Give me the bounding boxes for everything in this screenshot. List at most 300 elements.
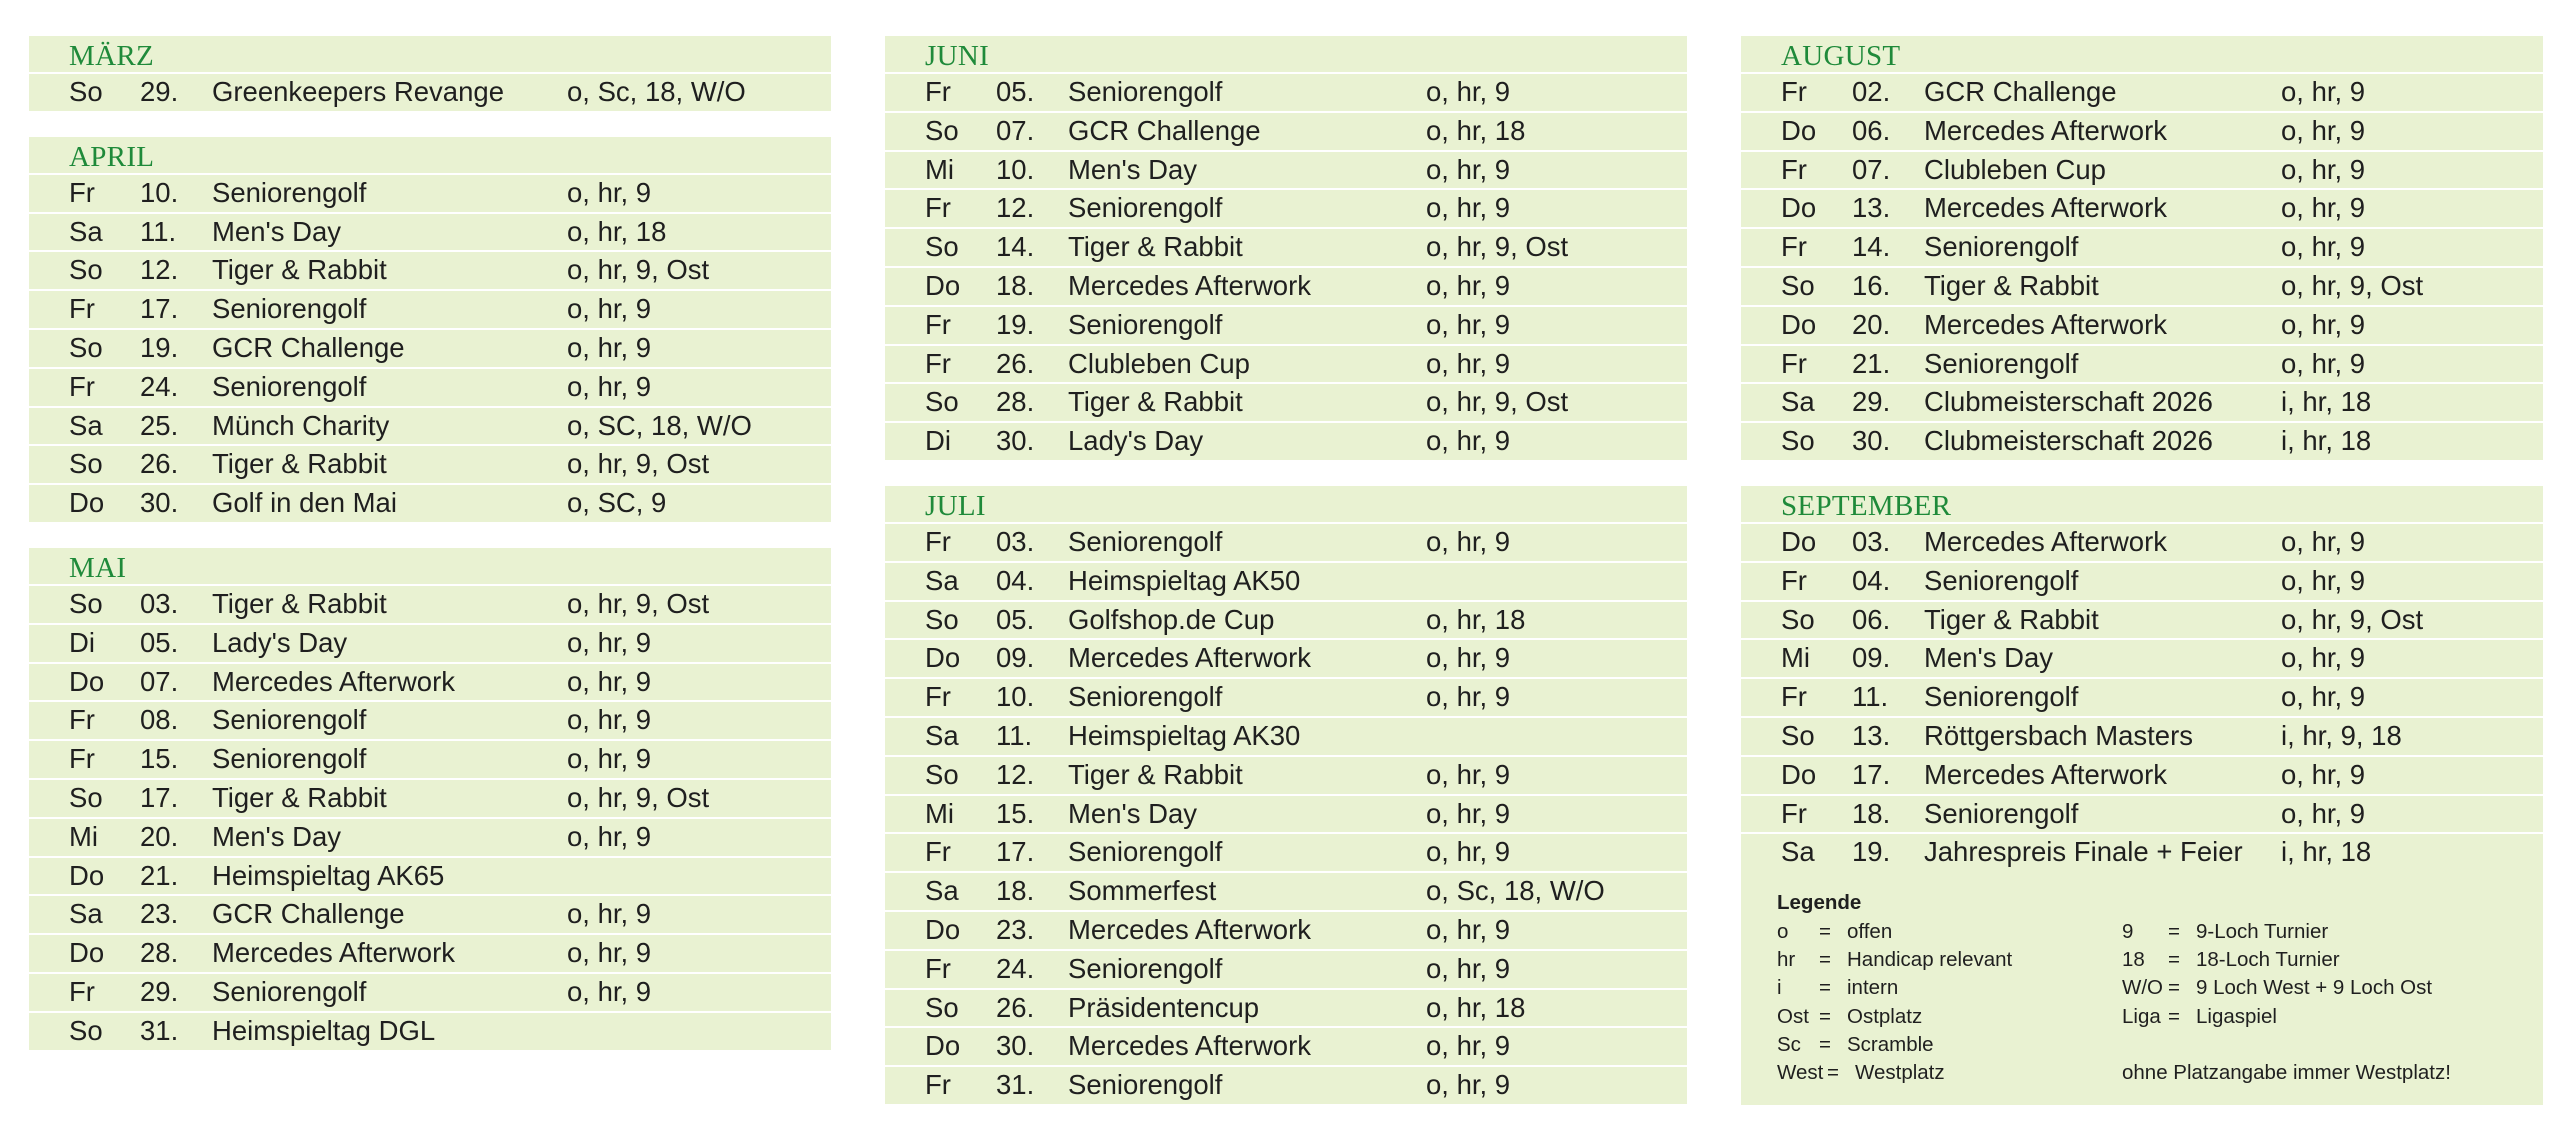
event-date: 31. (996, 1069, 1035, 1101)
legend-key: hr (1777, 948, 1796, 971)
event-name: Mercedes Afterwork (1924, 308, 2168, 340)
event-weekday: Do (1781, 308, 1817, 340)
event-weekday: So (1781, 269, 1815, 301)
event-date: 30. (996, 425, 1035, 457)
event-row (885, 794, 1687, 833)
month-title: APRIL (69, 140, 155, 173)
event-weekday: Fr (1781, 153, 1807, 185)
event-date: 02. (1852, 76, 1891, 107)
event-date: 28. (140, 937, 179, 969)
legend-equals: = (1819, 1005, 1831, 1028)
event-row (1741, 382, 2543, 421)
legend-value: 18-Loch Turnier (2196, 948, 2340, 971)
event-weekday: So (925, 991, 959, 1023)
event-row (885, 1026, 1687, 1065)
event-row (885, 344, 1687, 383)
legend-equals: = (2168, 976, 2180, 999)
event-date: 16. (1852, 269, 1891, 301)
event-name: Clubleben Cup (1924, 153, 2106, 185)
event-date: 14. (996, 231, 1035, 263)
event-name: Men's Day (1068, 797, 1198, 829)
event-weekday: Fr (925, 308, 951, 340)
event-row (1741, 227, 2543, 266)
event-date: 20. (140, 820, 179, 852)
event-info: o, hr, 9 (1426, 525, 1511, 557)
event-name: GCR Challenge (1068, 114, 1261, 146)
event-info: o, hr, 9 (2281, 76, 2366, 107)
event-name: Seniorengolf (212, 370, 367, 402)
event-row (885, 638, 1687, 677)
event-row (885, 111, 1687, 150)
event-info: o, hr, 9, Ost (2281, 269, 2424, 301)
event-name: Tiger & Rabbit (1068, 758, 1243, 790)
legend-key: Ost (1777, 1005, 1809, 1028)
event-row (29, 444, 831, 483)
event-name: Men's Day (212, 215, 342, 247)
calendar-column-left (29, 36, 831, 1076)
event-info: o, hr, 9 (1426, 758, 1511, 790)
legend-value: 9 Loch West + 9 Loch Ost (2196, 976, 2433, 999)
month-title: MÄRZ (69, 40, 154, 72)
event-weekday: So (69, 448, 103, 480)
event-name: Mercedes Afterwork (1924, 758, 2168, 790)
event-weekday: So (1781, 603, 1815, 635)
month-section-juni (885, 36, 1687, 460)
legend-equals: = (1819, 948, 1831, 971)
event-row (29, 173, 831, 212)
event-row (885, 188, 1687, 227)
event-name: Men's Day (1068, 153, 1198, 185)
event-weekday: Mi (925, 797, 955, 829)
event-info: o, hr, 9 (1426, 269, 1511, 301)
event-row (29, 623, 831, 662)
event-weekday: Fr (1781, 231, 1807, 263)
event-weekday: Sa (69, 215, 103, 247)
legend-key: Sc (1777, 1033, 1801, 1056)
event-weekday: Sa (925, 564, 959, 596)
event-weekday: Do (1781, 114, 1817, 146)
event-date: 26. (996, 991, 1035, 1023)
event-date: 21. (1852, 347, 1891, 379)
event-weekday: Fr (69, 370, 95, 402)
event-date: 11. (1852, 681, 1889, 713)
event-row (1741, 677, 2543, 716)
event-info: o, hr, 9 (1426, 681, 1511, 713)
event-info: o, hr, 9 (1426, 913, 1511, 945)
legend-key: o (1777, 920, 1789, 943)
legend-value: Scramble (1847, 1033, 1934, 1056)
event-date: 29. (1852, 386, 1891, 418)
event-info: o, hr, 9 (1426, 797, 1511, 829)
event-info: o, hr, 9 (1426, 952, 1511, 984)
event-name: Seniorengolf (1068, 76, 1223, 107)
event-row (885, 988, 1687, 1027)
legend-equals: = (1819, 1033, 1831, 1056)
event-row (29, 933, 831, 972)
legend-value: offen (1847, 920, 1893, 943)
event-weekday: Fr (1781, 797, 1807, 829)
event-info: o, hr, 9 (567, 704, 652, 736)
event-name: Heimspieltag AK30 (1068, 719, 1301, 751)
event-info: o, hr, 18 (1426, 991, 1526, 1023)
event-weekday: Sa (69, 898, 103, 930)
event-name: Tiger & Rabbit (1924, 269, 2099, 301)
event-date: 25. (140, 409, 179, 441)
event-name: GCR Challenge (212, 898, 405, 930)
event-weekday: Fr (925, 192, 951, 224)
event-row (1741, 72, 2543, 111)
event-row (29, 972, 831, 1011)
event-row (1741, 344, 2543, 383)
month-title: MAI (69, 551, 127, 584)
event-info: o, hr, 9 (2281, 231, 2366, 263)
month-title: AUGUST (1781, 40, 1901, 72)
event-info: o, SC, 9 (567, 487, 667, 519)
event-name: Seniorengolf (1068, 192, 1223, 224)
event-date: 06. (1852, 603, 1891, 635)
event-weekday: So (69, 1014, 103, 1046)
event-info: o, hr, 9 (1426, 192, 1511, 224)
event-row (29, 739, 831, 778)
event-row (29, 328, 831, 367)
event-name: Golf in den Mai (212, 487, 397, 519)
event-weekday: So (1781, 425, 1815, 457)
event-date: 03. (1852, 525, 1891, 557)
event-info: o, hr, 9, Ost (567, 781, 710, 813)
event-date: 30. (1852, 425, 1891, 457)
event-name: Seniorengolf (212, 293, 367, 325)
event-info: o, hr, 9 (2281, 114, 2366, 146)
event-name: Mercedes Afterwork (1068, 642, 1312, 674)
legend-entry (2122, 1005, 2277, 1029)
legend-key: i (1777, 976, 1782, 999)
event-info: o, hr, 18 (1426, 114, 1526, 146)
event-date: 07. (996, 114, 1035, 146)
event-row (885, 266, 1687, 305)
event-date: 09. (1852, 642, 1891, 674)
event-weekday: Fr (925, 1069, 951, 1101)
event-row (29, 483, 831, 522)
event-row (1741, 716, 2543, 755)
event-date: 19. (140, 331, 179, 363)
event-weekday: Fr (1781, 681, 1807, 713)
event-weekday: Do (925, 269, 961, 301)
event-name: Heimspieltag AK50 (1068, 564, 1301, 596)
event-name: Seniorengolf (1068, 525, 1223, 557)
legend-value: Westplatz (1855, 1061, 1945, 1084)
event-weekday: So (69, 254, 103, 286)
month-title: JUNI (925, 40, 990, 72)
event-info: i, hr, 18 (2281, 425, 2372, 457)
event-info: o, hr, 9 (1426, 347, 1511, 379)
event-info: o, Sc, 18, W/O (567, 76, 746, 107)
event-weekday: Fr (69, 743, 95, 775)
event-weekday: So (925, 603, 959, 635)
event-date: 10. (140, 176, 179, 208)
event-info: o, hr, 9, Ost (567, 448, 710, 480)
event-row (885, 305, 1687, 344)
event-info: o, hr, 9 (2281, 681, 2366, 713)
event-name: Seniorengolf (1068, 952, 1223, 984)
event-weekday: Do (1781, 192, 1817, 224)
event-date: 15. (996, 797, 1035, 829)
month-section-august (1741, 36, 2543, 460)
event-name: Seniorengolf (1924, 231, 2079, 263)
event-name: Seniorengolf (212, 176, 367, 208)
event-info: o, hr, 9 (2281, 797, 2366, 829)
event-weekday: Do (1781, 758, 1817, 790)
event-date: 17. (140, 293, 179, 325)
event-name: Clubleben Cup (1068, 347, 1250, 379)
event-weekday: Fr (925, 525, 951, 557)
event-name: Tiger & Rabbit (1068, 386, 1243, 418)
event-info: o, Sc, 18, W/O (1426, 875, 1605, 907)
event-weekday: Mi (1781, 642, 1811, 674)
event-name: Heimspieltag AK65 (212, 859, 445, 891)
event-info: o, hr, 9 (2281, 564, 2366, 596)
event-weekday: Mi (925, 153, 955, 185)
event-date: 29. (140, 975, 179, 1007)
event-weekday: Fr (69, 176, 95, 208)
event-name: Clubmeisterschaft 2026 (1924, 386, 2213, 418)
event-row (29, 817, 831, 856)
event-name: Lady's Day (212, 626, 348, 658)
legend-entry (2122, 948, 2340, 972)
event-name: Seniorengolf (1068, 836, 1223, 868)
event-row (885, 677, 1687, 716)
event-name: Münch Charity (212, 409, 390, 441)
event-date: 03. (140, 587, 179, 619)
event-weekday: So (925, 114, 959, 146)
event-date: 10. (996, 153, 1035, 185)
event-info: o, hr, 9 (567, 665, 652, 697)
legend-entry (2122, 976, 2432, 1000)
event-date: 23. (996, 913, 1035, 945)
event-info: o, hr, 9 (567, 820, 652, 852)
event-row (1741, 794, 2543, 833)
event-info: o, hr, 9 (567, 743, 652, 775)
event-name: Golfshop.de Cup (1068, 603, 1275, 635)
legend-entry (1777, 976, 1898, 1000)
event-weekday: Do (925, 1030, 961, 1062)
event-date: 24. (140, 370, 179, 402)
event-weekday: Fr (925, 836, 951, 868)
event-date: 19. (1852, 836, 1891, 868)
event-row (885, 227, 1687, 266)
event-row (1741, 600, 2543, 639)
event-weekday: Fr (1781, 564, 1807, 596)
legend-title: Legende (1777, 891, 1862, 914)
event-info: i, hr, 18 (2281, 386, 2372, 418)
event-date: 28. (996, 386, 1035, 418)
event-name: Mercedes Afterwork (1924, 525, 2168, 557)
event-name: Seniorengolf (1924, 347, 2079, 379)
event-name: Präsidentencup (1068, 991, 1260, 1023)
event-row (885, 832, 1687, 871)
event-weekday: So (69, 76, 103, 107)
legend-equals: = (1819, 920, 1831, 943)
month-title: JULI (925, 489, 986, 522)
calendar-column-middle (885, 36, 1687, 1130)
event-weekday: Do (925, 642, 961, 674)
event-name: Heimspieltag DGL (212, 1014, 436, 1046)
event-row (1741, 421, 2543, 460)
event-date: 08. (140, 704, 179, 736)
event-row (885, 561, 1687, 600)
event-date: 04. (1852, 564, 1891, 596)
event-weekday: Mi (69, 820, 99, 852)
event-row (885, 600, 1687, 639)
event-row (885, 949, 1687, 988)
event-date: 07. (140, 665, 179, 697)
legend-box (1741, 869, 2543, 1105)
event-name: Mercedes Afterwork (1924, 114, 2168, 146)
event-weekday: Sa (925, 875, 959, 907)
event-row (885, 871, 1687, 910)
event-row (885, 755, 1687, 794)
event-name: Tiger & Rabbit (212, 448, 387, 480)
event-name: Mercedes Afterwork (1068, 269, 1312, 301)
legend-entry (1777, 948, 2012, 972)
event-date: 13. (1852, 719, 1891, 751)
event-info: o, hr, 18 (567, 215, 667, 247)
event-date: 13. (1852, 192, 1891, 224)
event-name: Jahrespreis Finale + Feier (1924, 836, 2243, 868)
event-weekday: Sa (1781, 836, 1815, 868)
event-info: o, hr, 9 (2281, 153, 2366, 185)
event-name: Seniorengolf (1924, 564, 2079, 596)
event-date: 29. (140, 76, 179, 107)
event-weekday: Do (69, 859, 105, 891)
event-info: o, hr, 9 (1426, 76, 1511, 107)
event-row (1741, 305, 2543, 344)
event-name: Seniorengolf (212, 704, 367, 736)
event-name: Tiger & Rabbit (1068, 231, 1243, 263)
event-info: i, hr, 9, 18 (2281, 719, 2402, 751)
event-row (29, 856, 831, 895)
event-info: i, hr, 18 (2281, 836, 2372, 868)
event-row (29, 584, 831, 623)
legend-note: ohne Platzangabe immer Westplatz! (2122, 1061, 2451, 1084)
event-date: 11. (140, 215, 177, 247)
event-row (29, 778, 831, 817)
event-date: 12. (996, 192, 1035, 224)
month-section-juli (885, 486, 1687, 1104)
event-row (885, 1065, 1687, 1104)
event-name: Mercedes Afterwork (1924, 192, 2168, 224)
legend-entry (2122, 920, 2328, 944)
event-info: o, hr, 9 (2281, 758, 2366, 790)
event-weekday: So (925, 231, 959, 263)
event-row (1741, 188, 2543, 227)
event-weekday: Do (69, 665, 105, 697)
event-name: Sommerfest (1068, 875, 1217, 907)
event-row (29, 1011, 831, 1050)
event-info: o, hr, 9 (1426, 153, 1511, 185)
event-date: 11. (996, 719, 1033, 751)
legend-value: intern (1847, 976, 1899, 999)
event-row (885, 72, 1687, 111)
event-name: GCR Challenge (1924, 76, 2117, 107)
event-date: 18. (1852, 797, 1891, 829)
legend-equals: = (2168, 920, 2180, 943)
event-weekday: So (925, 758, 959, 790)
legend-key: 18 (2122, 948, 2145, 971)
event-weekday: Di (69, 626, 95, 658)
event-name: Seniorengolf (1068, 308, 1223, 340)
event-name: Mercedes Afterwork (1068, 913, 1312, 945)
legend-value: Ostplatz (1847, 1005, 1923, 1028)
event-name: Seniorengolf (1924, 681, 2079, 713)
event-name: Men's Day (1924, 642, 2054, 674)
event-date: 14. (1852, 231, 1891, 263)
event-info: o, hr, 9 (567, 176, 652, 208)
event-weekday: Sa (69, 409, 103, 441)
event-weekday: Do (1781, 525, 1817, 557)
legend-equals: = (2168, 948, 2180, 971)
event-row (1741, 150, 2543, 189)
event-info: o, hr, 9, Ost (1426, 386, 1569, 418)
event-weekday: Fr (1781, 76, 1807, 107)
event-date: 17. (1852, 758, 1891, 790)
event-weekday: Sa (1781, 386, 1815, 418)
event-row (1741, 266, 2543, 305)
event-date: 18. (996, 269, 1035, 301)
event-date: 23. (140, 898, 179, 930)
legend-value: Ligaspiel (2196, 1005, 2277, 1028)
event-date: 30. (996, 1030, 1035, 1062)
event-row (885, 382, 1687, 421)
event-date: 18. (996, 875, 1035, 907)
event-info: o, hr, 9 (1426, 308, 1511, 340)
event-date: 05. (996, 603, 1035, 635)
event-weekday: So (1781, 719, 1815, 751)
event-row (1741, 832, 2543, 871)
event-date: 03. (996, 525, 1035, 557)
event-date: 17. (140, 781, 179, 813)
event-row (29, 367, 831, 406)
legend-equals: = (1827, 1061, 1839, 1084)
event-weekday: So (69, 587, 103, 619)
event-row (29, 894, 831, 933)
legend-value: Handicap relevant (1847, 948, 2013, 971)
event-weekday: So (69, 781, 103, 813)
legend-entry (1777, 1005, 1922, 1029)
event-date: 31. (140, 1014, 179, 1046)
event-name: Seniorengolf (1924, 797, 2079, 829)
event-info: o, hr, 9, Ost (1426, 231, 1569, 263)
event-row (29, 662, 831, 701)
event-row (29, 212, 831, 251)
legend-key: 9 (2122, 920, 2134, 943)
event-date: 15. (140, 743, 179, 775)
event-row (29, 700, 831, 739)
event-date: 12. (140, 254, 179, 286)
legend-equals: = (2168, 1005, 2180, 1028)
event-name: Tiger & Rabbit (212, 587, 387, 619)
month-section-september (1741, 486, 2543, 871)
event-info: o, hr, 9 (2281, 642, 2366, 674)
event-info: o, hr, 9 (1426, 1030, 1511, 1062)
event-name: Mercedes Afterwork (212, 937, 456, 969)
event-info: o, hr, 9 (567, 898, 652, 930)
event-date: 12. (996, 758, 1035, 790)
event-info: o, hr, 9 (567, 370, 652, 402)
event-date: 05. (140, 626, 179, 658)
event-info: o, hr, 9 (2281, 192, 2366, 224)
event-weekday: Fr (1781, 347, 1807, 379)
event-weekday: So (69, 331, 103, 363)
